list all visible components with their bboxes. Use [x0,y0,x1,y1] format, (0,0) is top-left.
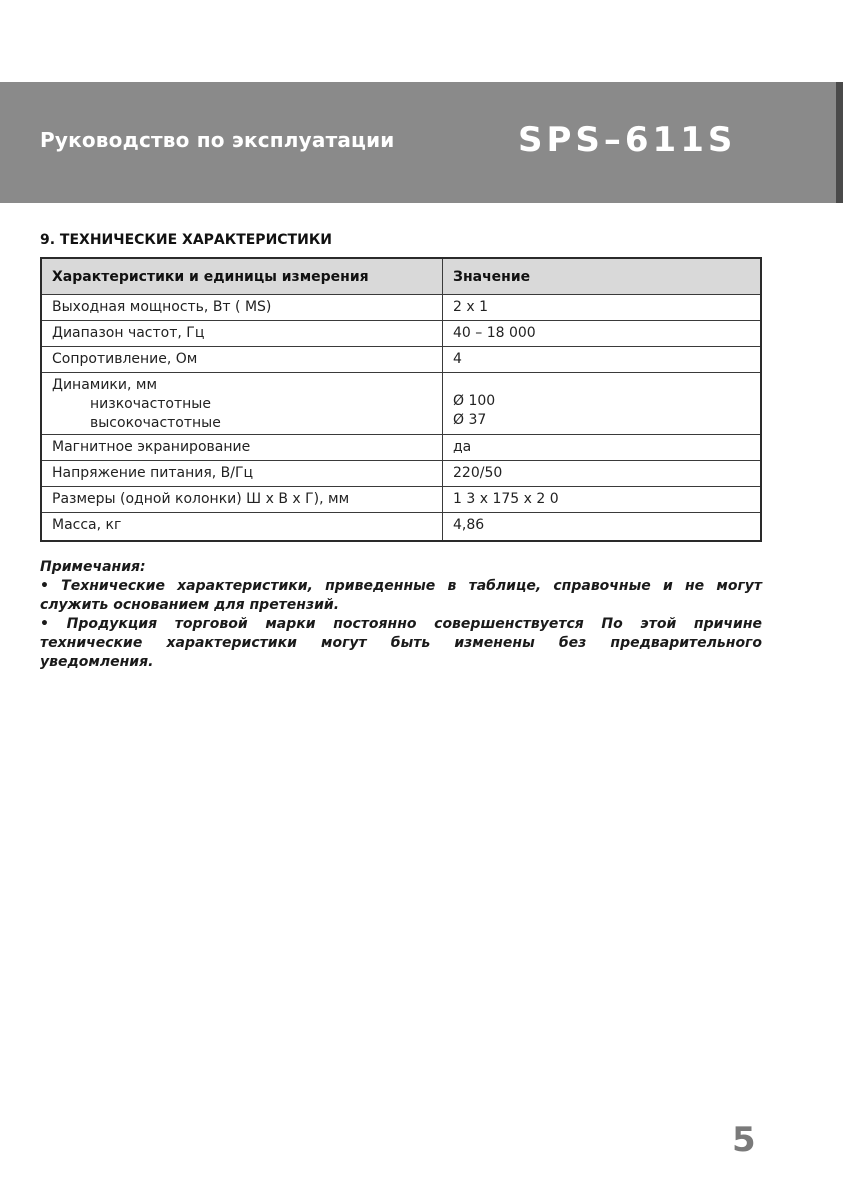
row-value-frequency-range: 40 – 18 000 [443,321,762,347]
table-row [41,373,761,435]
row-label-impedance: Сопротивление, Ом [41,347,443,373]
speakers-label: Динамики, мм [52,377,158,393]
row-value-magnetic-shielding: да [443,435,762,461]
note-item: • Технические характеристики, приведенные в таблице, справочные и не могут служить основанием для претензий. [40,578,762,613]
row-label-dimensions: Размеры (одной колонки) Ш x В x Г), мм [41,487,443,513]
speakers-woofer-value: Ø 100 [453,393,496,409]
note-item: • Продукция торговой марки постоянно совершенствуется По этой причине технические характеристики могут быть изменены без предварительного уведомления. [40,616,762,670]
spec-table [40,257,762,542]
row-label-speakers [41,373,443,435]
page-number: 5 [732,1120,756,1160]
row-value-weight: 4,86 [443,513,762,542]
column-header-value: Значение [443,258,762,295]
speakers-tweeter-value: Ø 37 [453,412,487,428]
table-row [41,513,761,542]
manual-title: Руководство по эксплуатации [40,128,395,152]
table-row [41,461,761,487]
row-value-dimensions: 1 3 x 175 x 2 0 [443,487,762,513]
table-row [41,347,761,373]
table-header-row [41,258,761,295]
speakers-tweeter-label: высокочастотные [90,415,221,431]
section-title: 9. ТЕХНИЧЕСКИЕ ХАРАКТЕРИСТИКИ [40,232,332,248]
table-row [41,435,761,461]
table-row [41,295,761,321]
speakers-woofer-label: низкочастотные [90,396,211,412]
row-value-output-power: 2 x 1 [443,295,762,321]
row-value-impedance: 4 [443,347,762,373]
row-label-frequency-range: Диапазон частот, Гц [41,321,443,347]
table-row [41,487,761,513]
header-edge-bar [836,82,843,203]
model-name: SPS–611S [518,120,737,160]
notes-heading: Примечания: [40,559,146,575]
table-row [41,321,761,347]
row-label-output-power: Выходная мощность, Вт ( MS) [41,295,443,321]
row-label-magnetic-shielding: Магнитное экранирование [41,435,443,461]
row-label-power-supply: Напряжение питания, В/Гц [41,461,443,487]
row-value-speakers [443,373,762,435]
row-label-weight: Масса, кг [41,513,443,542]
column-header-characteristics: Характеристики и единицы измерения [41,258,443,295]
row-value-power-supply: 220/50 [443,461,762,487]
notes-section [40,558,762,672]
